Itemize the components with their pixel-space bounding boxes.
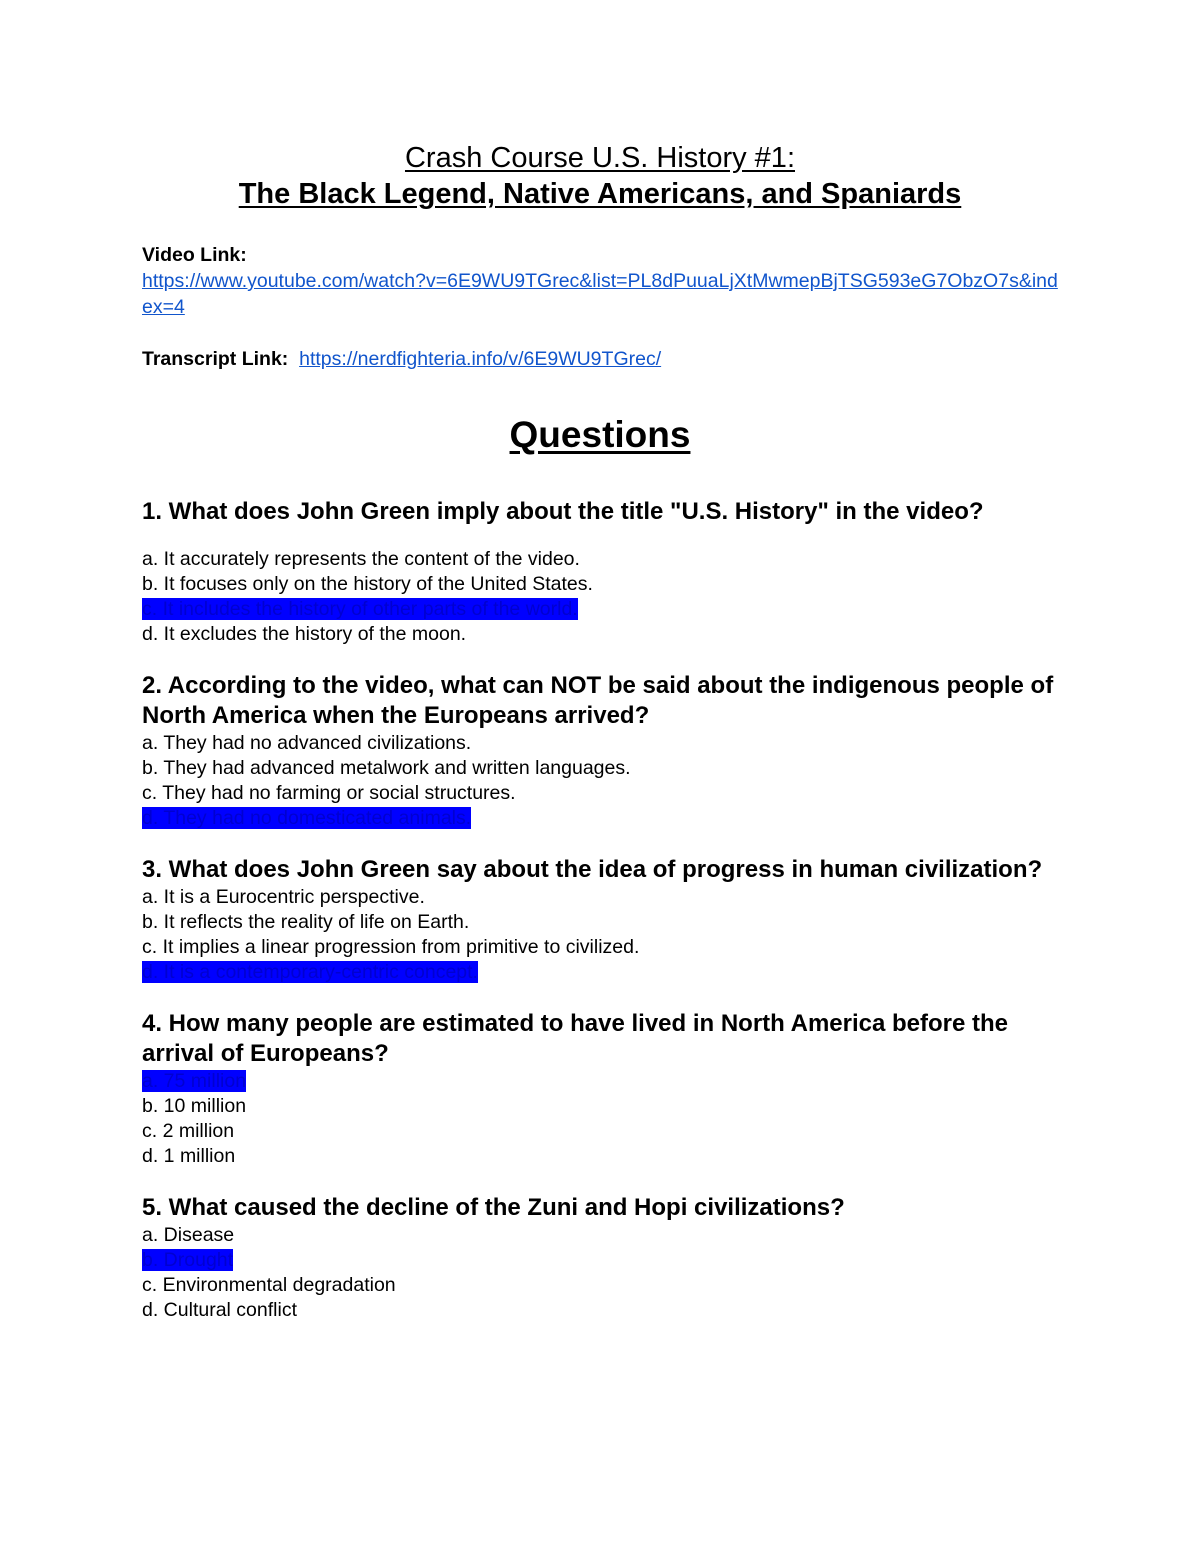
option-d-highlighted-answer: d. They had no domesticated animals.	[142, 807, 472, 829]
option-b: b. It focuses only on the history of the United States.	[142, 573, 593, 595]
option-b: b. They had advanced metalwork and written languages.	[142, 757, 631, 779]
option-a: a. It accurately represents the content of the video.	[142, 548, 580, 570]
option-d: d. Cultural conflict	[142, 1299, 297, 1321]
question-3	[142, 855, 1058, 985]
option-b: b. 10 million	[142, 1095, 247, 1117]
option-b-highlighted-answer: b. Drought	[142, 1249, 234, 1271]
option-a: a. It is a Eurocentric perspective.	[142, 886, 425, 908]
question-text: 3. What does John Green say about the idea of progress in human civilization?	[142, 856, 1043, 883]
option-list	[142, 1069, 1058, 1169]
question-2	[142, 671, 1058, 831]
option-c: c. Environmental degradation	[142, 1274, 396, 1296]
option-c: c. 2 million	[142, 1120, 235, 1142]
document-title-line-1: Crash Course U.S. History #1:	[404, 142, 795, 174]
option-c: c. They had no farming or social structures.	[142, 782, 516, 804]
video-link[interactable]: https://www.youtube.com/watch?v=6E9WU9TGrec&list=PL8dPuuaLjXtMwmepBjTSG593eG7ObzO7s&index=4	[142, 270, 1058, 318]
option-a-highlighted-answer: a. 75 million	[142, 1070, 247, 1092]
option-list	[142, 885, 1058, 985]
option-a: a. They had no advanced civilizations.	[142, 732, 472, 754]
video-link-label: Video Link:	[142, 244, 247, 266]
question-4	[142, 1009, 1058, 1169]
question-1	[142, 497, 1058, 647]
question-text: 1. What does John Green imply about the title "U.S. History" in the video?	[142, 498, 984, 525]
option-c: c. It implies a linear progression from primitive to civilized.	[142, 936, 640, 958]
option-b: b. It reflects the reality of life on Earth.	[142, 911, 470, 933]
option-list	[142, 1223, 1058, 1323]
document-title-line-2: The Black Legend, Native Americans, and Spaniards	[238, 178, 962, 210]
option-d-highlighted-answer: d. It is a contemporary-centric concept.	[142, 961, 478, 983]
document-page	[142, 140, 1058, 1323]
transcript-link-label: Transcript Link:	[142, 348, 289, 370]
questions-heading: Questions	[509, 414, 691, 455]
transcript-link[interactable]: https://nerdfighteria.info/v/6E9WU9TGrec/	[299, 348, 662, 370]
question-text: 5. What caused the decline of the Zuni and Hopi civilizations?	[142, 1194, 845, 1221]
transcript-link-block	[142, 346, 1058, 372]
video-link-block	[142, 242, 1058, 320]
option-c-highlighted-answer: c. It includes the history of other parts of the world.	[142, 598, 578, 620]
question-text: 4. How many people are estimated to have lived in North America before the arrival of Europeans?	[142, 1010, 1009, 1067]
question-text: 2. According to the video, what can NOT be said about the indigenous people of North America when the Europeans arrived?	[142, 672, 1054, 729]
question-5	[142, 1193, 1058, 1323]
option-list	[142, 731, 1058, 831]
option-list	[142, 547, 1058, 647]
option-d: d. It excludes the history of the moon.	[142, 623, 467, 645]
option-a: a. Disease	[142, 1224, 235, 1246]
option-d: d. 1 million	[142, 1145, 236, 1167]
